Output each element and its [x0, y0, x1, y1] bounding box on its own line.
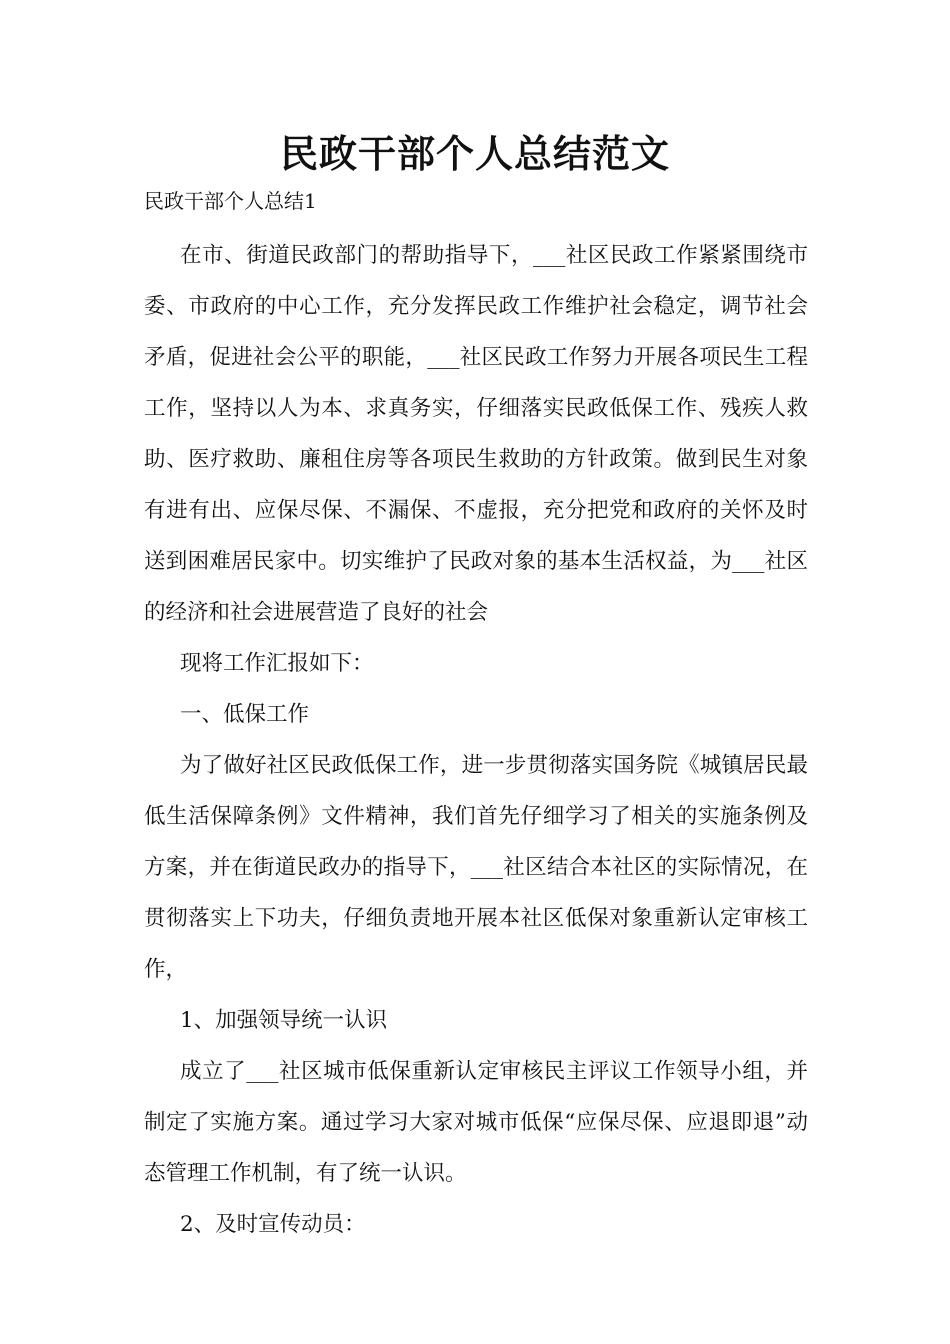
heading-leadership: 1、加强领导统一认识 [180, 1008, 388, 1033]
heading-publicity: 2、及时宣传动员： [180, 1212, 366, 1237]
section-subtitle: 民政干部个人总结1 [144, 189, 317, 213]
paragraph-intro: 在市、街道民政部门的帮助指导下，___社区民政工作紧紧围绕市委、市政府的中心工作，充分发挥民政工作维护社会稳定，调节社会矛盾，促进社会公平的职能，___社区民政工作努力开展各项民生工程工作，坚持以人为本、求真务实，仔细落实民政低保工作、残疾人救助、医疗救助、廉租住房等各项民生救助的方针政策。做到民生对象有进有出、应保尽保、不漏保、不虚报，充分把党和政府的关怀及时送到困难居民家中。切实维护了民政对象的基本生活权益，为___社区的经济和社会进展营造了良好的社会 [144, 243, 808, 625]
heading-low-income-work: 一、低保工作 [180, 702, 310, 727]
document-title: 民政干部个人总结范文 [279, 132, 670, 176]
paragraph-leadership: 成立了___社区城市低保重新认定审核民主评议工作领导小组，并制定了实施方案。通过学习大家对城市低保“应保尽保、应退即退”动态管理工作机制，有了统一认识。 [144, 1059, 808, 1186]
paragraph-low-income-work: 为了做好社区民政低保工作，进一步贯彻落实国务院《城镇居民最低生活保障条例》文件精神，我们首先仔细学习了相关的实施条例及方案，并在街道民政办的指导下，___社区结合本社区的实际情况，在贯彻落实上下功夫，仔细负责地开展本社区低保对象重新认定审核工作， [144, 753, 808, 982]
paragraph-report-lead: 现将工作汇报如下： [180, 651, 374, 676]
document-body [144, 184, 808, 1250]
